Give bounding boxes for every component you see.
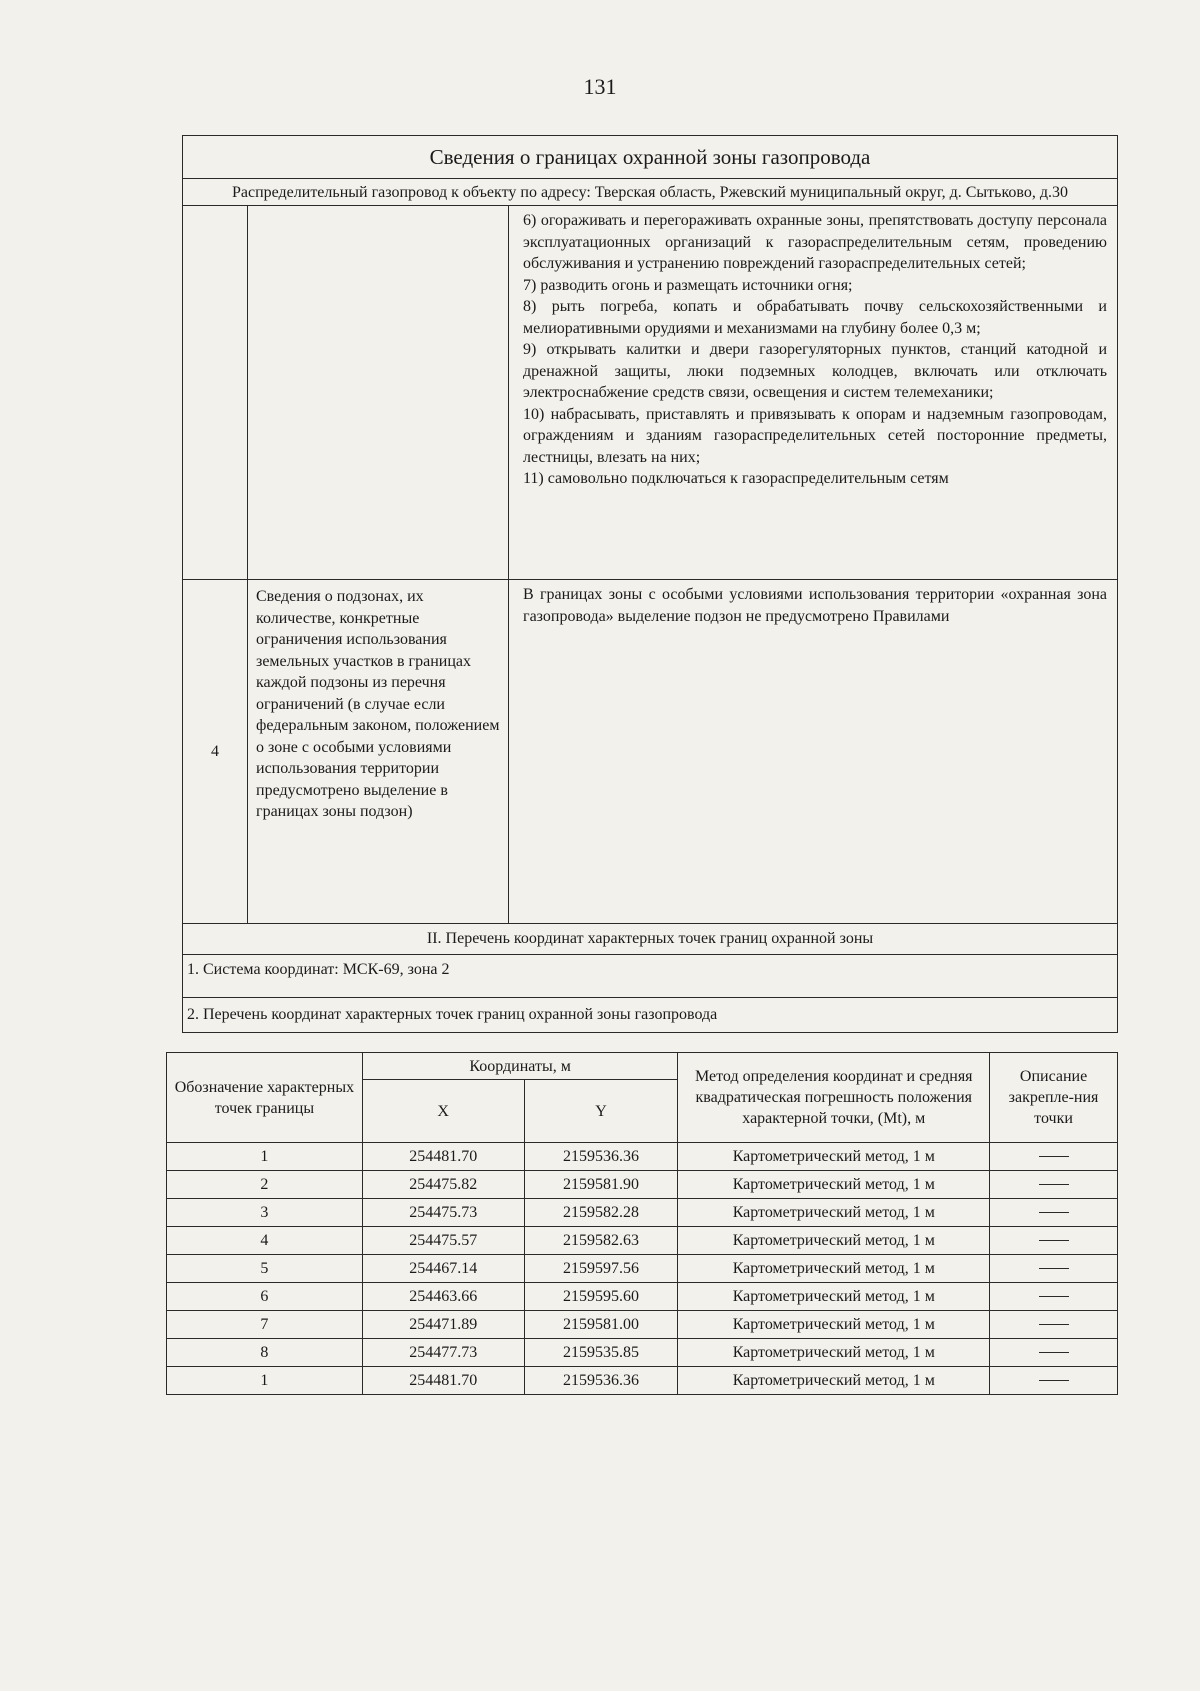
point-description <box>990 1199 1118 1227</box>
dash-mark <box>1039 1156 1069 1157</box>
table-row <box>167 1311 1118 1339</box>
point-description <box>990 1171 1118 1199</box>
point-id: 8 <box>167 1339 363 1367</box>
point-description <box>990 1227 1118 1255</box>
point-y: 2159597.56 <box>524 1255 678 1283</box>
point-description <box>990 1143 1118 1171</box>
restriction-item: 10) набрасывать, приставлять и привязывать к опорам и надземным газопроводам, ограждениям и зданиям газораспределительных сетей посторонние предметы, лестницы, влезать на них; <box>523 405 1107 466</box>
point-id: 3 <box>167 1199 363 1227</box>
table-row <box>167 1255 1118 1283</box>
header-x: X <box>362 1080 524 1143</box>
dash-mark <box>1039 1184 1069 1185</box>
point-y: 2159581.90 <box>524 1171 678 1199</box>
point-x: 254477.73 <box>362 1339 524 1367</box>
point-y: 2159536.36 <box>524 1367 678 1395</box>
point-id: 4 <box>167 1227 363 1255</box>
point-method: Картометрический метод, 1 м <box>678 1143 990 1171</box>
point-id: 2 <box>167 1171 363 1199</box>
point-description <box>990 1339 1118 1367</box>
dash-mark <box>1039 1212 1069 1213</box>
point-id: 7 <box>167 1311 363 1339</box>
restriction-item: 9) открывать калитки и двери газорегуляторных пунктов, станций катодной и дренажной защиты, люки подземных колодцев, включать или отключать электроснабжение средств связи, освещения и систем телемеханики; <box>523 341 1107 401</box>
coordinates-table <box>166 1052 1118 1395</box>
point-id: 6 <box>167 1283 363 1311</box>
dash-mark <box>1039 1240 1069 1241</box>
object-address: Распределительный газопровод к объекту по адресу: Тверская область, Ржевский муниципальный округ, д. Сытьково, д.30 <box>183 179 1118 206</box>
row-text-subzones: В границах зоны с особыми условиями использования территории «охранная зона газопровода» выделение подзон не предусмотрено Правилами <box>509 580 1118 924</box>
coord-list-title: 2. Перечень координат характерных точек границ охранной зоны газопровода <box>183 998 1118 1033</box>
restrictions-list <box>509 206 1118 580</box>
point-description <box>990 1311 1118 1339</box>
point-y: 2159582.28 <box>524 1199 678 1227</box>
point-method: Картометрический метод, 1 м <box>678 1311 990 1339</box>
point-id: 1 <box>167 1367 363 1395</box>
table-row <box>167 1227 1118 1255</box>
point-method: Картометрический метод, 1 м <box>678 1171 990 1199</box>
coordinates-body <box>167 1143 1118 1395</box>
point-y: 2159535.85 <box>524 1339 678 1367</box>
dash-mark <box>1039 1352 1069 1353</box>
point-x: 254471.89 <box>362 1311 524 1339</box>
row-label-subzones: Сведения о подзонах, их количестве, конкретные ограничения использования земельных участков в границах каждой подзоны из перечня ограничений (в случае если федеральным законом, положением о зоне с особыми условиями использования территории предусмотрено выделение в границах зоны подзон) <box>248 580 509 924</box>
zone-info-sheet <box>182 135 1118 1033</box>
dash-mark <box>1039 1296 1069 1297</box>
row-number: 4 <box>183 580 248 924</box>
point-method: Картометрический метод, 1 м <box>678 1339 990 1367</box>
point-x: 254475.73 <box>362 1199 524 1227</box>
point-method: Картометрический метод, 1 м <box>678 1199 990 1227</box>
point-id: 5 <box>167 1255 363 1283</box>
point-x: 254481.70 <box>362 1143 524 1171</box>
restriction-item: 6) огораживать и перегораживать охранные зоны, препятствовать доступу персонала эксплуатационных организаций к газораспределительным сетям, проведению обслуживания и устранению повреждений газораспределительных сетей; <box>523 212 1107 272</box>
restriction-item: 8) рыть погреба, копать и обрабатывать почву сельскохозяйственными и мелиоративными орудиями и механизмами на глубину более 0,3 м; <box>523 298 1107 337</box>
table-row <box>167 1171 1118 1199</box>
row-number-empty <box>183 206 248 580</box>
point-y: 2159595.60 <box>524 1283 678 1311</box>
point-description <box>990 1283 1118 1311</box>
header-method: Метод определения координат и средняя квадратическая погрешность положения характерной точки, (Mt), м <box>678 1053 990 1143</box>
table-row <box>167 1339 1118 1367</box>
point-x: 254467.14 <box>362 1255 524 1283</box>
point-y: 2159581.00 <box>524 1311 678 1339</box>
dash-mark <box>1039 1380 1069 1381</box>
row-label-empty <box>248 206 509 580</box>
header-designation: Обозначение характерных точек границы <box>167 1053 363 1143</box>
header-coordinates: Координаты, м <box>362 1053 678 1080</box>
page-number: 131 <box>583 74 617 99</box>
point-method: Картометрический метод, 1 м <box>678 1283 990 1311</box>
table-row <box>167 1367 1118 1395</box>
table-row <box>167 1283 1118 1311</box>
dash-mark <box>1039 1324 1069 1325</box>
table-row <box>167 1143 1118 1171</box>
point-x: 254475.82 <box>362 1171 524 1199</box>
point-y: 2159536.36 <box>524 1143 678 1171</box>
document-title: Сведения о границах охранной зоны газопровода <box>183 136 1118 179</box>
point-x: 254481.70 <box>362 1367 524 1395</box>
header-description: Описание закрепле-ния точки <box>990 1053 1118 1143</box>
zone-info-table <box>182 135 1118 1033</box>
point-method: Картометрический метод, 1 м <box>678 1227 990 1255</box>
coord-system: 1. Система координат: МСК-69, зона 2 <box>183 955 1118 998</box>
table-row <box>167 1199 1118 1227</box>
restriction-item: 7) разводить огонь и размещать источники огня; <box>523 276 853 294</box>
header-y: Y <box>524 1080 678 1143</box>
point-y: 2159582.63 <box>524 1227 678 1255</box>
point-method: Картометрический метод, 1 м <box>678 1367 990 1395</box>
point-description <box>990 1255 1118 1283</box>
point-method: Картометрический метод, 1 м <box>678 1255 990 1283</box>
point-description <box>990 1367 1118 1395</box>
point-x: 254475.57 <box>362 1227 524 1255</box>
section-title: II. Перечень координат характерных точек границ охранной зоны <box>183 924 1118 955</box>
point-x: 254463.66 <box>362 1283 524 1311</box>
dash-mark <box>1039 1268 1069 1269</box>
restriction-item: 11) самовольно подключаться к газораспределительным сетям <box>523 470 949 487</box>
point-id: 1 <box>167 1143 363 1171</box>
